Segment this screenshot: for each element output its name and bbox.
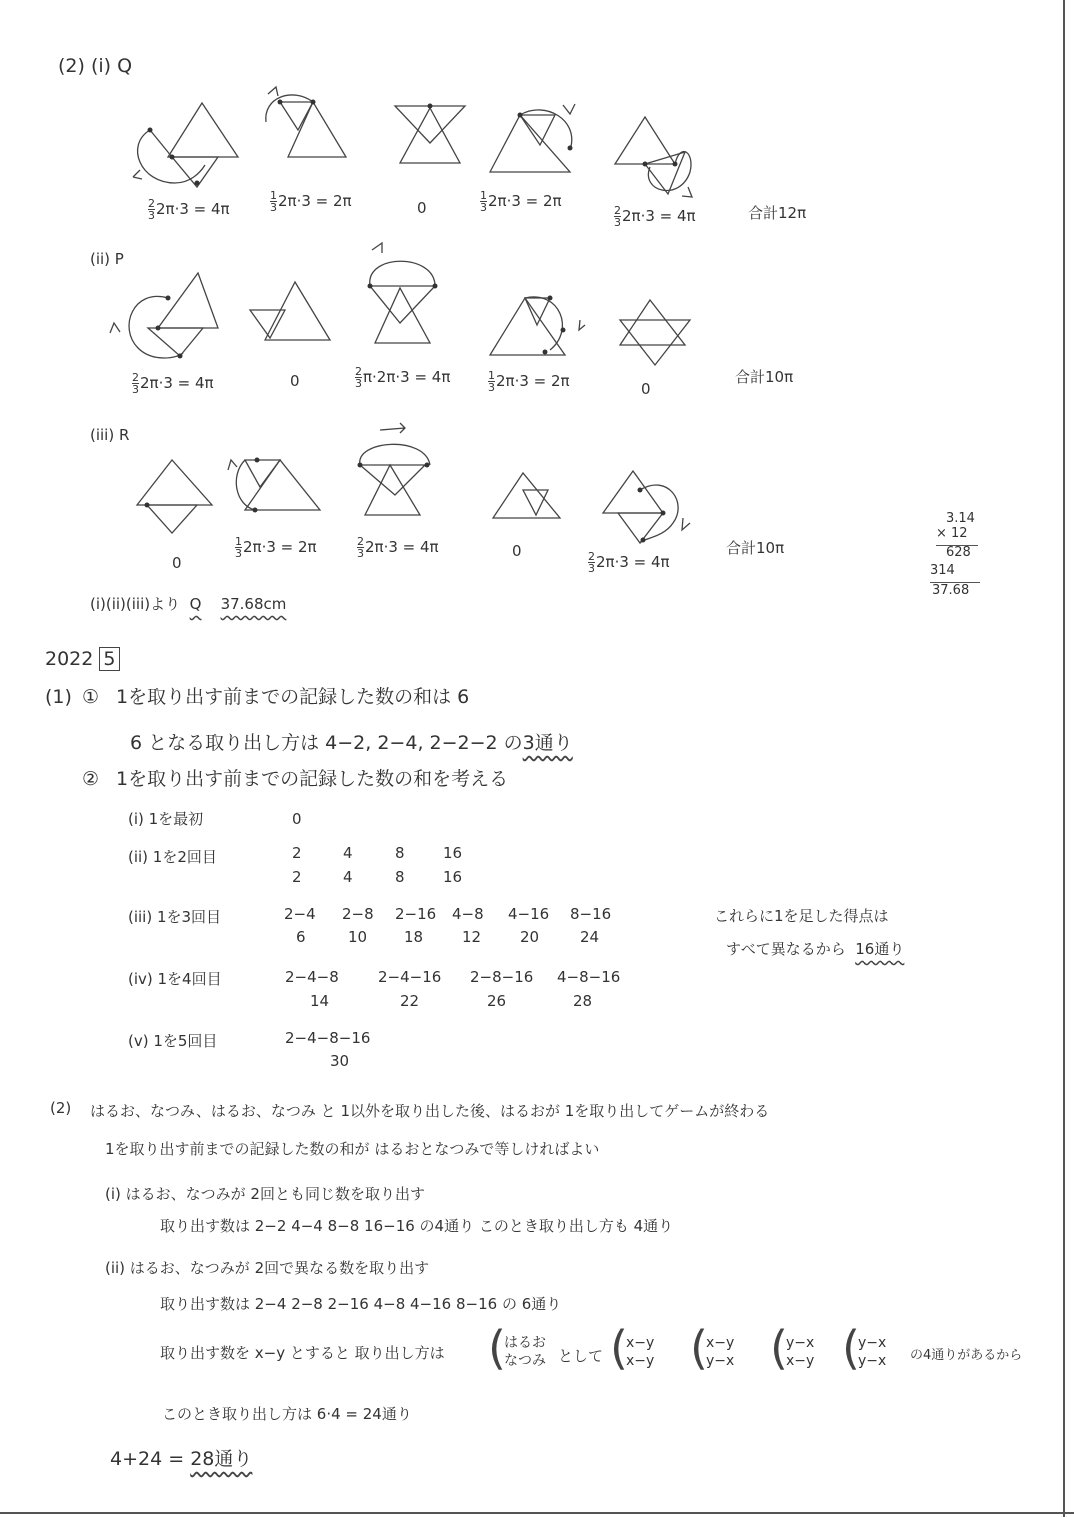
fraction-numerator: 2 (357, 535, 364, 548)
fraction-denominator: 3 (270, 201, 277, 214)
mult-row-3: 628 (946, 545, 971, 560)
final-answer (110, 1448, 252, 1470)
part2-line1: はるお、なつみ、はるお、なつみ と 1以外を取り出した後、はるおが 1を取り出してゲームが終わる (90, 1102, 770, 1120)
figure-p-5 (615, 295, 695, 367)
paren: ( (770, 1321, 788, 1375)
case-cell: 2−4−8−16 (285, 1029, 371, 1047)
calc-expression: 2π·3 = 4π (156, 200, 230, 218)
figure-q-3 (390, 98, 470, 168)
part2-label: (2) (50, 1099, 72, 1117)
case-cell: 2 (292, 844, 302, 862)
case1-title: (i) はるお、なつみが 2回とも同じ数を取り出す (105, 1185, 425, 1203)
case-cell: 16 (443, 868, 463, 886)
figure-r-2 (225, 455, 330, 517)
case1-line: 取り出す数は 2−2 4−4 8−8 16−16 の4通り このとき取り出し方も 4通り (160, 1217, 674, 1235)
case-cell: 18 (404, 928, 424, 946)
pair-suffix: の4通りがあるから (910, 1348, 1023, 1363)
figure-r-4 (488, 470, 568, 522)
case-cell: 14 (310, 992, 330, 1010)
q1-line2 (130, 732, 573, 754)
q2-marker: ② (82, 768, 100, 790)
case-cell: 4−8 (452, 905, 484, 923)
pair-bottom: y−x (706, 1353, 735, 1369)
q1-line2-text: 6 となる取り出し方は 4−2, 2−4, 2−2−2 の (130, 732, 523, 754)
case-cell: 2−8−16 (470, 968, 534, 986)
final-answer-value: 28通り (190, 1448, 253, 1470)
paren: ( (690, 1321, 708, 1375)
calc-expression: 2π·3 = 4π (140, 374, 214, 392)
pair-prefix: 取り出す数を x−y とすると 取り出し方は (160, 1344, 445, 1362)
conclusion-answer-length: 37.68cm (220, 595, 287, 613)
q2-note-line2 (726, 938, 904, 960)
page-edge-bottom (0, 1512, 1074, 1514)
fraction-denominator: 3 (148, 209, 155, 222)
q-calc-2 (270, 190, 352, 213)
figure-q-1 (130, 95, 245, 190)
conclusion-prefix: (i)(ii)(iii)より (90, 595, 181, 613)
r-calc-4: 0 (512, 542, 522, 560)
case-cell: 4−8−16 (557, 968, 621, 986)
q2-intro: 1を取り出す前までの記録した数の和を考える (116, 768, 509, 790)
calc-expression: 2π·3 = 4π (365, 538, 439, 556)
r-calc-2 (235, 536, 317, 559)
q-calc-4 (480, 190, 562, 213)
pair-left-top: はるお (504, 1335, 546, 1351)
fraction-numerator: 2 (588, 550, 595, 563)
figure-q-5 (610, 112, 705, 202)
case-label: (i) 1を最初 (128, 810, 204, 828)
conclusion (90, 593, 286, 615)
p-calc-3 (355, 366, 450, 389)
q1-marker: ① (82, 686, 100, 708)
case-cell: 4 (343, 844, 353, 862)
case-cell: 2−16 (395, 905, 437, 923)
section-r-header: (iii) R (90, 426, 130, 444)
r-calc-3 (357, 536, 439, 559)
case2-line: 取り出す数は 2−4 2−8 2−16 4−8 4−16 8−16 の 6通り (160, 1295, 562, 1313)
part2-line2: 1を取り出す前までの記録した数の和が はるおとなつみで等しければよい (105, 1140, 600, 1158)
pair-bottom: x−y (626, 1353, 655, 1369)
page-edge-right (1063, 0, 1065, 1517)
case2-title: (ii) はるお、なつみが 2回で異なる数を取り出す (105, 1259, 430, 1277)
q2-note-text: すべて異なるから (726, 940, 846, 958)
q-calc-5 (614, 205, 696, 228)
problem-year: 2022 (45, 648, 94, 670)
pair-4 (858, 1334, 886, 1370)
figure-q-4 (485, 100, 585, 180)
figure-r-1 (132, 455, 217, 535)
pair-top: x−y (626, 1335, 655, 1351)
figure-p-1 (108, 268, 226, 363)
case-cell: 6 (296, 928, 306, 946)
calc-expression: 2π·3 = 4π (596, 553, 670, 571)
paren-left: ( (488, 1321, 506, 1375)
case-cell: 20 (520, 928, 540, 946)
fraction-denominator: 3 (357, 547, 364, 560)
q1-answer: 3通り (522, 732, 573, 754)
fraction-denominator: 3 (480, 201, 487, 214)
fraction-numerator: 1 (480, 189, 487, 202)
p-calc-2: 0 (290, 372, 300, 390)
r-calc-1: 0 (172, 554, 182, 572)
calc-expression: 2π·3 = 4π (622, 207, 696, 225)
fraction-numerator: 2 (148, 197, 155, 210)
fraction-numerator: 2 (132, 371, 139, 384)
problem-header (45, 648, 120, 670)
figure-r-5 (598, 468, 698, 548)
fraction-numerator: 1 (488, 369, 495, 382)
r-total: 合計10π (726, 539, 785, 557)
case2-result: このとき取り出し方は 6·4 = 24通り (162, 1405, 412, 1423)
section-p-header: (ii) P (90, 250, 124, 268)
pair-3 (786, 1334, 814, 1370)
p-calc-4 (488, 370, 570, 393)
r-calc-5 (588, 551, 670, 574)
case-cell: 24 (580, 928, 600, 946)
case-cell: 10 (348, 928, 368, 946)
fraction-denominator: 3 (614, 216, 621, 229)
case-cell: 2−4 (284, 905, 316, 923)
pair-top: x−y (706, 1335, 735, 1351)
q-total: 合計12π (748, 204, 807, 222)
case-cell: 12 (462, 928, 482, 946)
case-cell: 4−16 (508, 905, 550, 923)
mult-result: 37.68 (932, 583, 970, 598)
mult-row-1: 3.14 (946, 511, 975, 526)
q2-note-line1: これらに1を足した得点は (714, 907, 889, 925)
mult-row-4: 314 (930, 560, 980, 583)
pair-left-bottom: なつみ (504, 1353, 546, 1369)
pair-mid: として (558, 1347, 604, 1365)
paren: ( (610, 1321, 628, 1375)
fraction-numerator: 2 (614, 204, 621, 217)
pair-top: y−x (786, 1335, 815, 1351)
fraction-denominator: 3 (132, 383, 139, 396)
case-cell: 8−16 (570, 905, 612, 923)
case-cell: 26 (487, 992, 507, 1010)
case-label: (ii) 1を2回目 (128, 848, 217, 866)
section-q-header: (2) (i) Q (58, 55, 133, 77)
p-total: 合計10π (735, 368, 794, 386)
case-cell: 8 (395, 844, 405, 862)
case-label: (v) 1を5回目 (128, 1032, 218, 1050)
calc-expression: 2π·3 = 2π (496, 372, 570, 390)
fraction-numerator: 1 (270, 189, 277, 202)
calc-expression: π·2π·3 = 4π (363, 368, 451, 386)
fraction-numerator: 2 (355, 365, 362, 378)
figure-q-2 (258, 82, 353, 162)
calc-expression: 2π·3 = 2π (243, 538, 317, 556)
case-cell: 2−4−16 (378, 968, 442, 986)
case-cell: 8 (395, 868, 405, 886)
fraction-numerator: 1 (235, 535, 242, 548)
p-calc-1 (132, 372, 214, 395)
case-cell: 28 (573, 992, 593, 1010)
pair-2 (706, 1334, 734, 1370)
case-cell: 4 (343, 868, 353, 886)
fraction-denominator: 3 (588, 562, 595, 575)
q1-line1: 1を取り出す前までの記録した数の和は 6 (116, 686, 470, 708)
case-cell: 22 (400, 992, 420, 1010)
q2-answer: 16通り (855, 940, 905, 958)
case-cell: 2−4−8 (285, 968, 339, 986)
fraction-denominator: 3 (235, 547, 242, 560)
fraction-denominator: 3 (355, 377, 362, 390)
figure-r-3 (355, 420, 440, 520)
case-cell: 2 (292, 868, 302, 886)
pair-top: y−x (858, 1335, 887, 1351)
calc-expression: 2π·3 = 2π (278, 192, 352, 210)
figure-p-2 (245, 272, 335, 344)
q-calc-3: 0 (417, 199, 427, 217)
case-cell: 2−8 (342, 905, 374, 923)
final-prefix: 4+24 = (110, 1448, 185, 1470)
conclusion-answer-q: Q (189, 595, 202, 613)
case-label: (iii) 1を3回目 (128, 908, 222, 926)
case-cell: 30 (330, 1052, 350, 1070)
figure-p-4 (485, 290, 590, 360)
pair-left (504, 1334, 546, 1370)
pair-bottom: x−y (786, 1353, 815, 1369)
calc-expression: 2π·3 = 2π (488, 192, 562, 210)
p-calc-5: 0 (641, 380, 651, 398)
case-cell: 0 (292, 810, 302, 828)
q-calc-1 (148, 198, 230, 221)
fraction-denominator: 3 (488, 381, 495, 394)
figure-p-3 (360, 238, 445, 348)
part1-label: (1) (45, 686, 72, 708)
pair-1 (626, 1334, 654, 1370)
case-cell: 16 (443, 844, 463, 862)
case-label: (iv) 1を4回目 (128, 970, 222, 988)
problem-number-box: 5 (99, 647, 119, 671)
mult-row-2: × 12 (936, 523, 978, 546)
pair-bottom: y−x (858, 1353, 887, 1369)
paren: ( (842, 1321, 860, 1375)
